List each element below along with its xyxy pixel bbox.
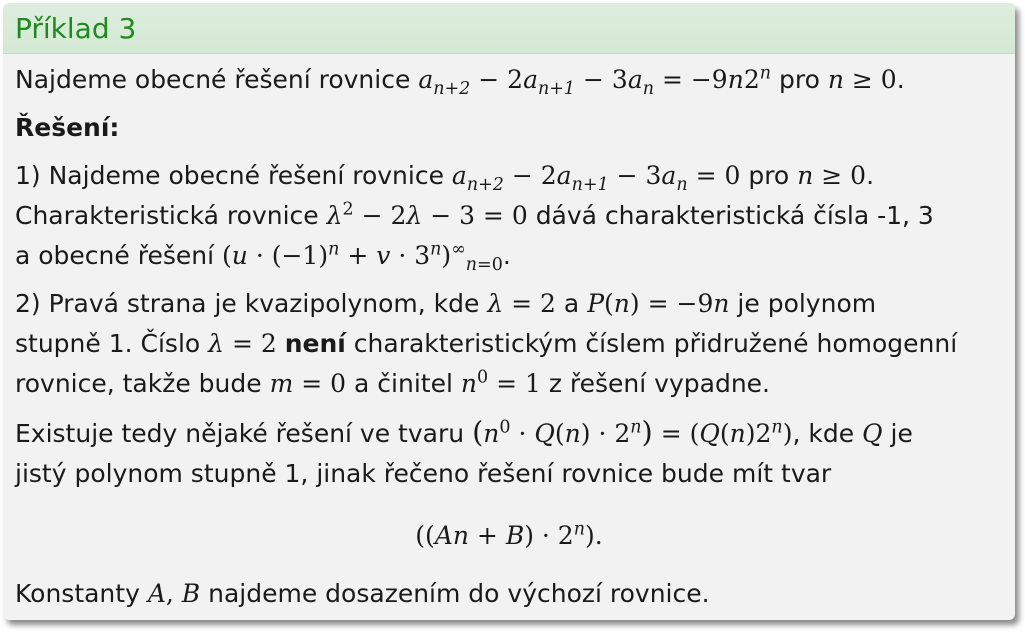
step2-line2-a: stupně 1. Číslo — [15, 329, 201, 358]
step2-line1 — [15, 284, 1003, 324]
final-line — [15, 574, 1003, 614]
step1-pre: 1) Najdeme obecné řešení rovnice — [15, 161, 444, 190]
step1-mid: pro — [748, 161, 790, 190]
intro-pre: Najdeme obecné řešení rovnice — [15, 65, 411, 94]
m-equals-0: m = 0 — [269, 369, 347, 398]
existence-line2: jistý polynom stupně 1, jinak řečeno řešení rovnice bude mít tvar — [15, 459, 832, 488]
existence-line1-a: Existuje tedy nějaké řešení ve tvaru — [15, 419, 465, 448]
step1-gen-pre: a obecné řešení — [15, 241, 215, 270]
step1-end: . — [866, 161, 875, 190]
step2-line3-b: a činitel — [354, 369, 453, 398]
step1-line3 — [15, 236, 1003, 276]
example-title-bar — [3, 3, 1015, 54]
intro-equation: $a_{n+2} - 2a_{n+1} - 3a_n = -9n2^n$ — [418, 63, 772, 99]
q-symbol: Q — [862, 419, 883, 448]
intro-end: . — [896, 65, 905, 94]
final-pre: Konstanty — [15, 579, 140, 608]
factor-n0: $n^0 = 1$ — [460, 367, 541, 398]
step1-equation: $a_{n+2} - 2a_{n+1} - 3a_n = 0$ — [451, 161, 741, 195]
example-body — [3, 54, 1015, 614]
step1-char-post: dává charakteristická čísla -1, 3 — [535, 201, 934, 230]
step1-condition: n ≥ 0 — [797, 161, 867, 190]
step1-char-pre: Charakteristická rovnice — [15, 201, 319, 230]
final-post: najdeme dosazením do výchozí rovnice. — [208, 579, 710, 608]
general-solution: $(u \cdot (-1)^n + v \cdot 3^n)^\infty_{n=0}$ — [222, 239, 503, 275]
step2-line3-a: rovnice, takže bude — [15, 369, 262, 398]
intro-mid: pro — [778, 65, 820, 94]
displayed-equation: $((An + B) \cdot 2^n)$. — [415, 519, 603, 550]
intro-line — [15, 60, 1003, 100]
step1-gen-end: . — [502, 241, 511, 270]
step2-line1-c: je polynom — [737, 289, 877, 318]
polynomial-p: P(n) = −9n — [587, 289, 730, 318]
intro-condition: n ≥ 0 — [827, 65, 897, 94]
step2-line3-c: z řešení vypadne. — [548, 369, 770, 398]
step2-line1-b: a — [563, 289, 580, 318]
not-emphasis: není — [284, 329, 346, 358]
lambda-equals-2: λ = 2 — [487, 289, 556, 318]
step2-line2 — [15, 324, 1003, 364]
example-block — [3, 3, 1015, 620]
step2-line3 — [15, 364, 1003, 404]
solution-form: $(n^0 \cdot Q(n) \cdot 2^n) = (Q(n)2^n)$ — [472, 415, 793, 449]
lambda-equals-2-again: λ = 2 — [208, 329, 277, 358]
step1-line2 — [15, 196, 1003, 236]
existence-line1-b: , kde — [792, 419, 855, 448]
existence-line1-c: je — [890, 419, 913, 448]
constants-ab: A, B — [147, 579, 201, 608]
example-title: Příklad 3 — [15, 11, 137, 45]
existence-line1 — [15, 412, 1003, 454]
solution-heading: Řešení: — [15, 113, 120, 142]
step1-line1 — [15, 156, 1003, 196]
characteristic-equation: $\lambda^2 - 2\lambda - 3 = 0$ — [326, 199, 528, 230]
step2-line2-c: charakteristickým číslem přidružené homogenní — [353, 329, 958, 358]
step2-line1-a: 2) Pravá strana je kvazipolynom, kde — [15, 289, 480, 318]
